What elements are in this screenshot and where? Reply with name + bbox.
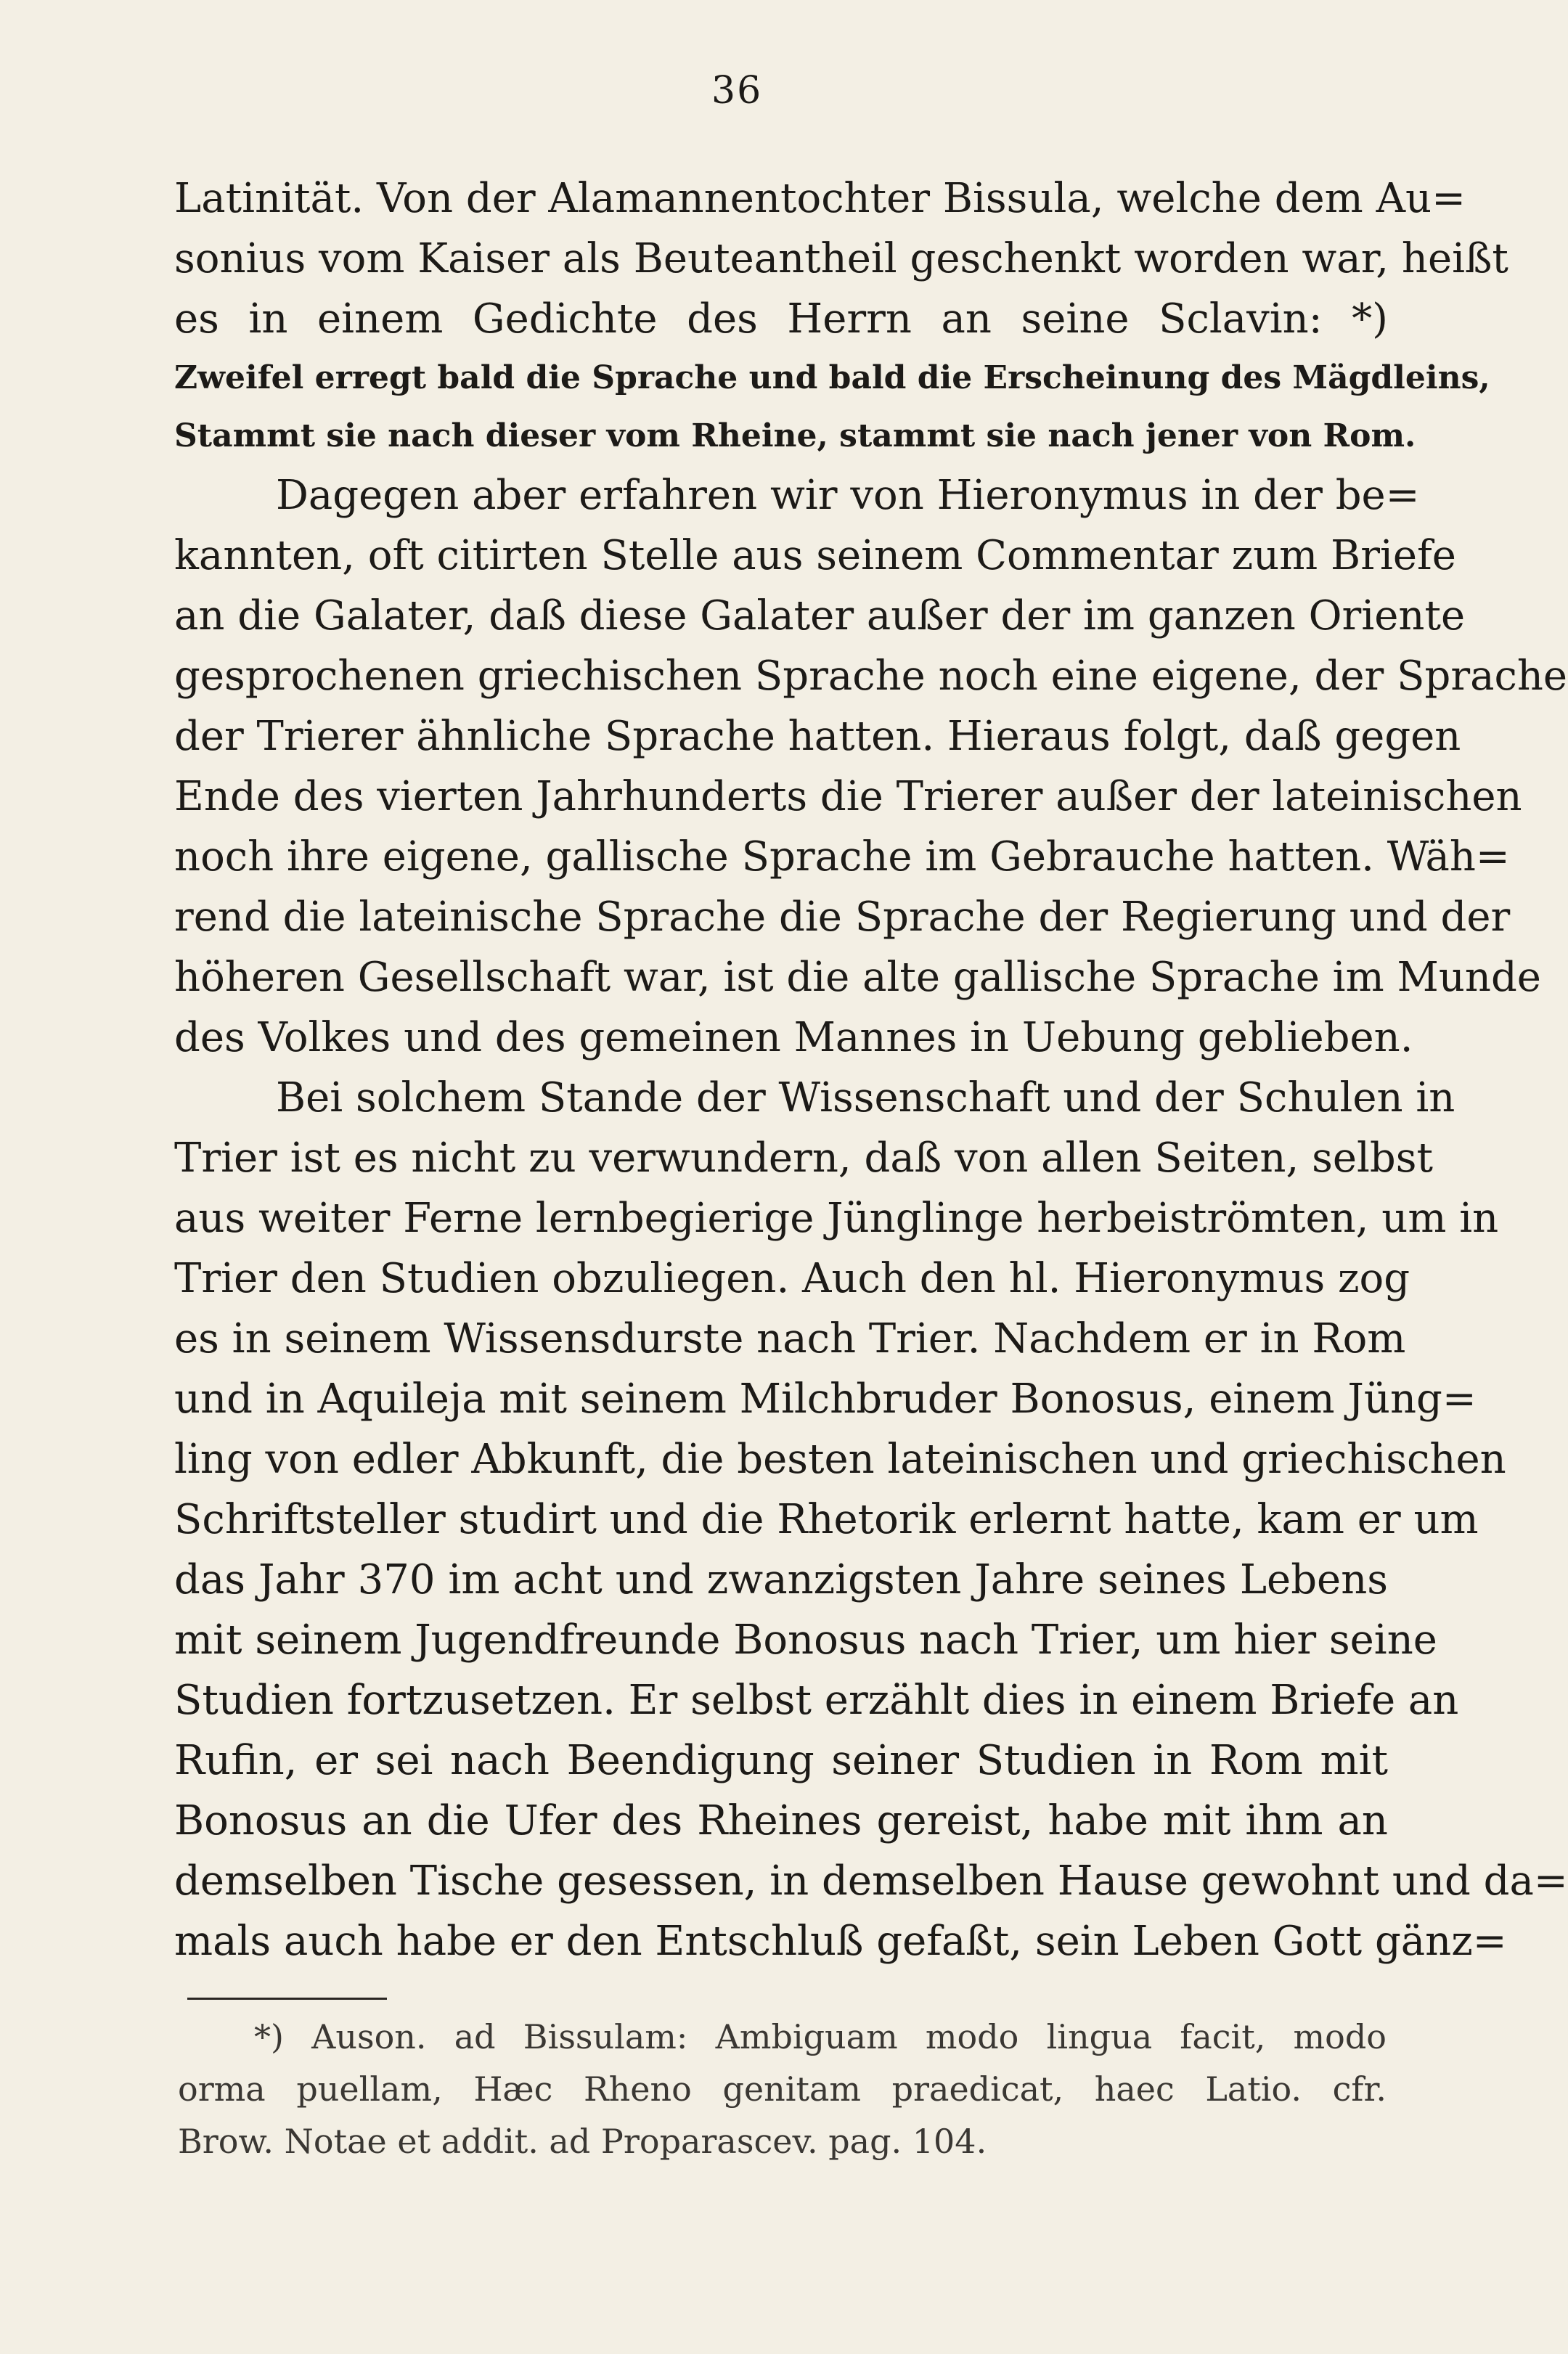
text-line: Studien fortzusetzen. Er selbst erzählt dies in einem Briefe an	[174, 1677, 1459, 1724]
text-line: rend die lateinische Sprache die Sprache der Regierung und der	[174, 894, 1511, 941]
text-line: Bei solchem Stande der Wissenschaft und der Schulen in	[276, 1074, 1455, 1121]
text-line: des Volkes und des gemeinen Mannes in Uebung geblieben.	[174, 1014, 1413, 1061]
footnote-line: *) Auson. ad Bissulam: Ambiguam modo lingua facit, modo	[254, 2017, 1387, 2056]
text-line: Latinität. Von der Alamannentochter Bissula, welche dem Au=	[174, 175, 1466, 222]
text-line: Ende des vierten Jahrhunderts die Trierer außer der lateinischen	[174, 773, 1522, 820]
page-number: 36	[711, 69, 763, 113]
text-line: Bonosus an die Ufer des Rheines gereist, habe mit ihm an	[174, 1797, 1388, 1844]
text-line: aus weiter Ferne lernbegierige Jünglinge herbeiströmten, um in	[174, 1195, 1499, 1242]
footnote	[178, 2011, 1387, 2167]
footnote-line: orma puellam, Hæc Rheno genitam praedicat, haec Latio. cfr.	[178, 2069, 1387, 2109]
text-line: der Trierer ähnliche Sprache hatten. Hieraus folgt, daß gegen	[174, 713, 1461, 760]
main-text	[174, 168, 1568, 1971]
text-line: höheren Gesellschaft war, ist die alte gallische Sprache im Munde	[174, 954, 1541, 1001]
text-line: Schriftsteller studirt und die Rhetorik erlernt hatte, kam er um	[174, 1496, 1479, 1543]
text-line: das Jahr 370 im acht und zwanzigsten Jahre seines Lebens	[174, 1556, 1388, 1603]
text-line: Rufin, er sei nach Beendigung seiner Studien in Rom mit	[174, 1737, 1388, 1784]
text-line: sonius vom Kaiser als Beuteantheil geschenkt worden war, heißt	[174, 235, 1508, 282]
text-line: gesprochenen griechischen Sprache noch eine eigene, der Sprache	[174, 653, 1568, 700]
text-line: ling von edler Abkunft, die besten lateinischen und griechischen	[174, 1436, 1506, 1483]
text-line: an die Galater, daß diese Galater außer der im ganzen Oriente	[174, 592, 1466, 639]
text-line: demselben Tische gesessen, in demselben Hause gewohnt und da=	[174, 1858, 1568, 1905]
text-line: und in Aquileja mit seinem Milchbruder Bonosus, einem Jüng=	[174, 1376, 1477, 1423]
text-line: mals auch habe er den Entschluß gefaßt, sein Leben Gott gänz=	[174, 1918, 1507, 1965]
text-line: mit seinem Jugendfreunde Bonosus nach Trier, um hier seine	[174, 1617, 1437, 1664]
poem-line: Zweifel erregt bald die Sprache und bald die Erscheinung des Mägdleins,	[174, 359, 1490, 396]
footnote-divider	[187, 1998, 387, 2000]
text-line: kannten, oft citirten Stelle aus seinem Commentar zum Briefe	[174, 532, 1456, 579]
text-line: Dagegen aber erfahren wir von Hieronymus in der be=	[276, 472, 1420, 519]
text-line: Trier ist es nicht zu verwundern, daß von allen Seiten, selbst	[174, 1135, 1433, 1182]
poem-line: Stammt sie nach dieser vom Rheine, stammt sie nach jener von Rom.	[174, 417, 1416, 454]
text-line: es in seinem Wissensdurste nach Trier. Nachdem er in Rom	[174, 1315, 1406, 1362]
text-line: noch ihre eigene, gallische Sprache im Gebrauche hatten. Wäh=	[174, 833, 1510, 880]
text-line: Trier den Studien obzuliegen. Auch den hl. Hieronymus zog	[174, 1255, 1410, 1302]
footnote-line: Brow. Notae et addit. ad Proparascev. pag. 104.	[178, 2122, 987, 2161]
text-line: es in einem Gedichte des Herrn an seine Sclavin: *)	[174, 295, 1388, 343]
